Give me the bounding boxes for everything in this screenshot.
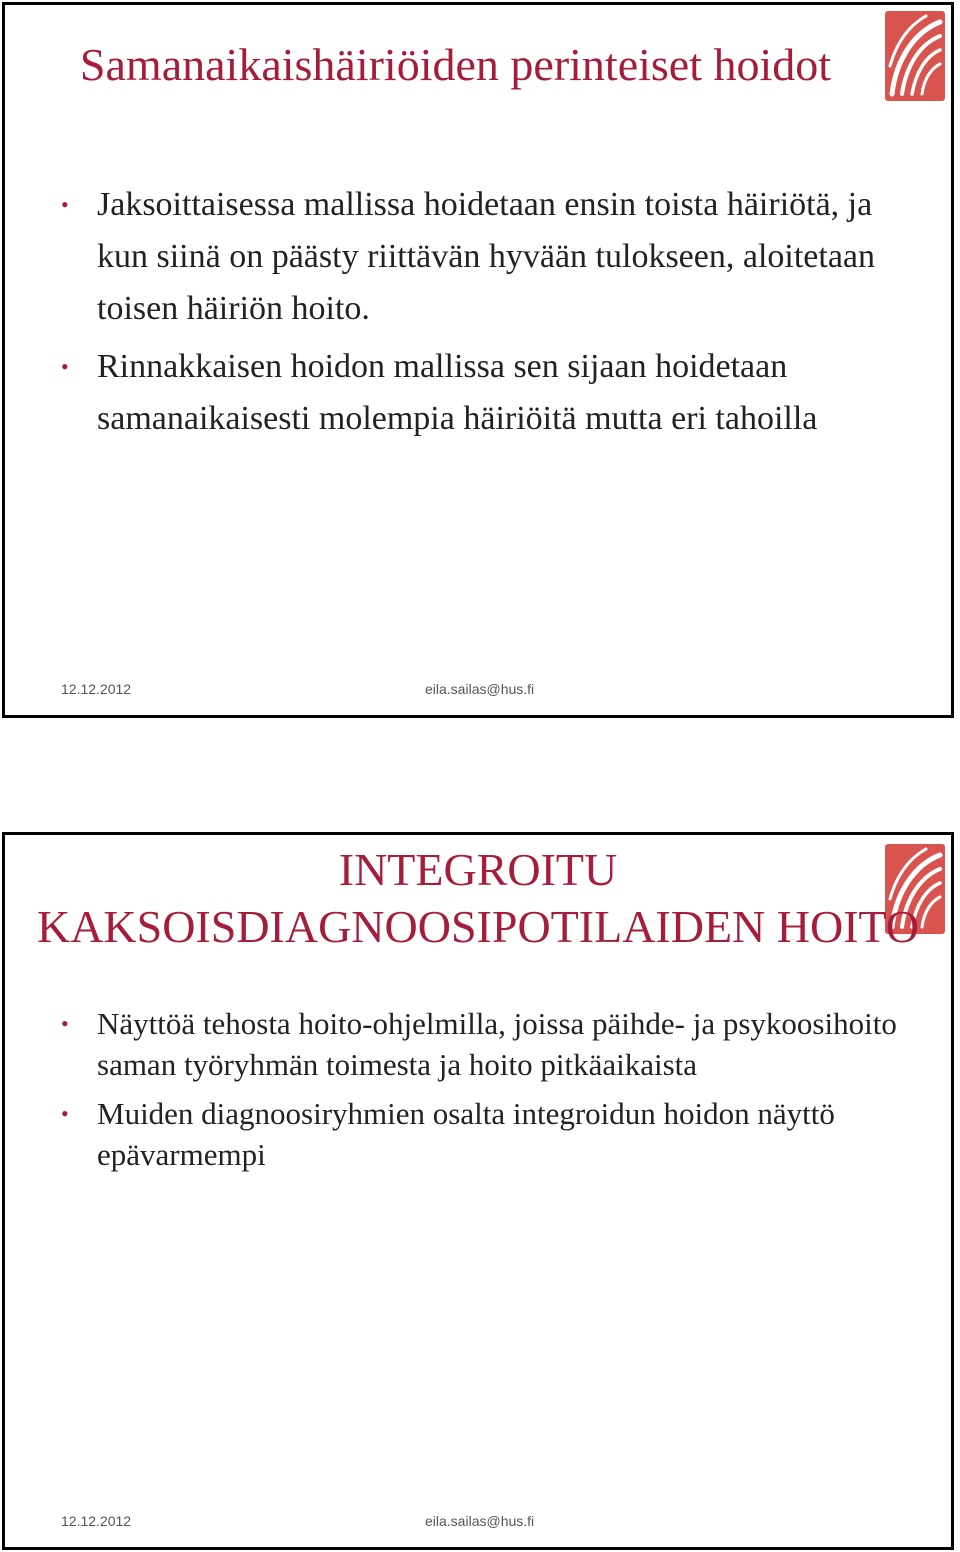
bullet-text: Muiden diagnoosiryhmien osalta integroidun hoidon näyttö epävarmempi	[97, 1096, 835, 1172]
list-item	[5, 1003, 911, 1085]
bullet-dot-icon: •	[61, 192, 69, 217]
list-item	[5, 1093, 911, 1175]
bullet-text: Jaksoittaisessa mallissa hoidetaan ensin toista häiriötä, ja kun siinä on päästy riittävän hyvään tulokseen, aloitetaan toisen häiriön hoito.	[97, 186, 875, 327]
bullet-dot-icon: •	[61, 1011, 69, 1036]
bullet-dot-icon: •	[61, 354, 69, 379]
slide-1	[2, 2, 954, 718]
hus-logo-icon	[884, 10, 946, 102]
bullet-list	[5, 1003, 911, 1183]
footer-date: 12.12.2012	[61, 1513, 132, 1529]
footer-email: eila.sailas@hus.fi	[425, 681, 535, 697]
list-item	[5, 341, 911, 445]
footer-date: 12.12.2012	[61, 681, 132, 697]
bullet-text: Rinnakkaisen hoidon mallissa sen sijaan hoidetaan samanaikaisesti molempia häiriöitä mutta eri tahoilla	[97, 348, 818, 437]
list-item	[5, 179, 911, 335]
slide-title: Samanaikaishäiriöiden perinteiset hoidot	[79, 39, 832, 90]
slide-title: INTEGROITU KAKSOISDIAGNOOSIPOTILAIDEN HOITO	[36, 844, 920, 952]
bullet-text: Näyttöä tehosta hoito-ohjelmilla, joissa päihde- ja psykoosihoito saman työryhmän toimesta ja hoito pitkäaikaista	[97, 1006, 897, 1082]
bullet-dot-icon: •	[61, 1101, 69, 1126]
bullet-list	[5, 179, 911, 451]
slide-2	[2, 832, 954, 1550]
footer-email: eila.sailas@hus.fi	[425, 1513, 535, 1529]
